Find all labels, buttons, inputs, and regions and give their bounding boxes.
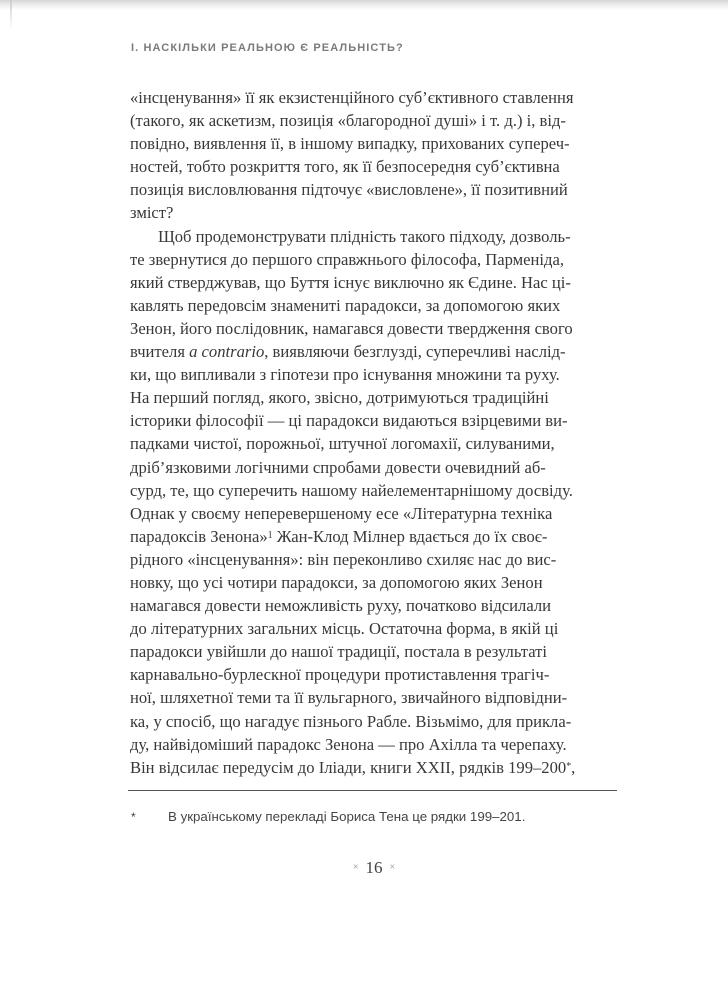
page-number-ornament-right: × xyxy=(389,862,396,873)
page-number-ornament-left: × xyxy=(352,862,359,873)
footnote xyxy=(131,809,620,824)
text-line: На перший погляд, якого, звісно, дотримуються традиційні xyxy=(130,388,549,408)
text-line: сурд, те, що суперечить нашому найелементарнішому досвіду. xyxy=(130,480,573,500)
text-line: те звернутися до першого справжнього філософа, Парменіда, xyxy=(130,249,564,269)
footnote-text: В українському перекладі Бориса Тена це рядки 199–201. xyxy=(168,809,526,824)
text-line: до літературних загальних місць. Остаточна форма, в якій ці xyxy=(130,619,559,639)
text-line: Однак у своєму неперевершеному есе «Літературна техніка xyxy=(130,503,553,523)
text-line: ностей, тобто розкриття того, як її безпосередня суб’єктивна xyxy=(130,157,560,177)
text-line: новку, що усі чотири парадокси, за допомогою яких Зенон xyxy=(130,572,543,592)
text-line: намагався довести неможливість руху, початково відсилали xyxy=(130,596,552,616)
text-line: карнавально-бурлескної процедури протиставлення трагіч- xyxy=(130,665,550,685)
page-number xyxy=(130,858,618,878)
text-line: ду, найвідоміший парадокс Зенона — про Ахілла та черепаху. xyxy=(130,734,567,754)
text-line: вчителя a contrario, виявляючи безглузді, суперечливі наслід- xyxy=(130,342,566,362)
text-line: повідно, виявлення її, в іншому випадку, прихованих супереч- xyxy=(130,134,570,154)
running-header: І. НАСКІЛЬКИ РЕАЛЬНОЮ Є РЕАЛЬНІСТЬ? xyxy=(131,42,404,54)
page-number-value: 16 xyxy=(365,858,383,877)
text-line: Зенон, його послідовник, намагався довести твердження свого xyxy=(130,318,573,338)
text-line: дріб’язковими логічними спробами довести очевидний аб- xyxy=(130,457,546,477)
text-line: ки, що випливали з гіпотези про існування множини та руху. xyxy=(130,365,560,385)
text-line: зміст? xyxy=(130,203,174,223)
text-line: Він відсилає передусім до Іліади, книги XXII, рядків 199–200*, xyxy=(130,757,576,777)
footnote-marker: * xyxy=(131,810,136,824)
text-line: кавлять передовсім знамениті парадокси, за допомогою яких xyxy=(130,295,561,315)
text-line: парадоксів Зенона»$^1$ Жан-Клод Мілнер вдається до їх своє- xyxy=(130,526,548,546)
text-line: парадокси увійшли до нашої традиції, постала в результаті xyxy=(130,642,548,662)
text-line: ка, у спосіб, що нагадує пізнього Рабле. Візьмімо, для прикла- xyxy=(130,711,572,731)
page-edge-shadow xyxy=(0,0,728,10)
footnote-rule xyxy=(128,790,617,791)
text-line: Щоб продемонструвати плідність такого підходу, дозволь- xyxy=(158,226,571,246)
page-edge-line xyxy=(10,0,12,30)
text-line: ної, шляхетної теми та її вульгарного, звичайного відповідни- xyxy=(130,688,568,708)
body-text xyxy=(130,86,618,779)
text-line: історики філософії — ці парадокси видаються взірцевими ви- xyxy=(130,411,568,431)
text-line: «інсценування» її як екзистенційного суб’єктивного ставлення xyxy=(130,88,574,107)
text-line: рідного «інсценування»: він переконливо схиляє нас до вис- xyxy=(130,549,557,569)
text-line: падками чистої, порожньої, штучної логомахії, силуваними, xyxy=(130,434,555,454)
text-line: (такого, як аскетизм, позиція «благородної душі» і т. д.) і, від- xyxy=(130,111,566,131)
text-line: який стверджував, що Буття існує виключно як Єдине. Нас ці- xyxy=(130,272,571,292)
text-line: позиція висловлювання підточує «висловлене», її позитивний xyxy=(130,180,568,200)
